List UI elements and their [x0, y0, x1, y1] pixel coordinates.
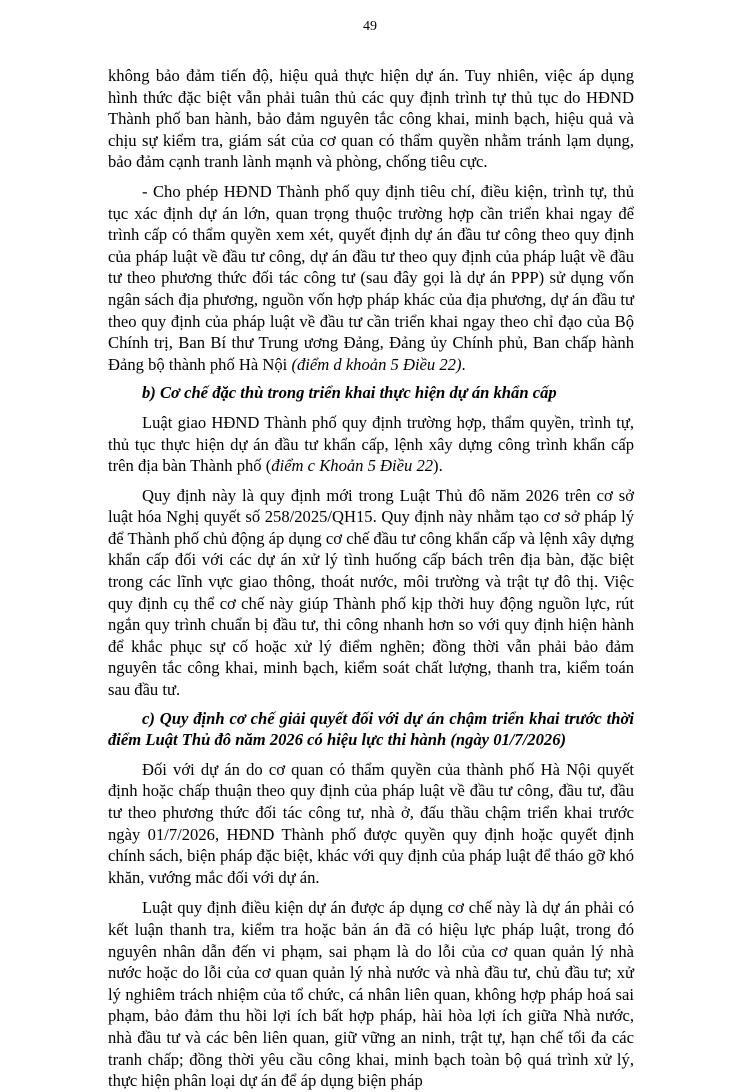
paragraph-6: Luật quy định điều kiện dự án được áp dụng cơ chế này là dự án phải có kết luận thanh tra, kiểm tra hoặc bản án đã có hiệu lực pháp luật, trong đó nguyên nhân dẫn đến vi phạm, sai phạm là do lỗi của cơ quan quản lý nhà nước hoặc do lỗi của cơ quan quản lý nhà nước và nhà đầu tư, chủ đầu tư; xử lý nghiêm trách nhiệm của tổ chức, cá nhân liên quan, không hợp pháp hoá sai phạm, bảo đảm thu hồi lợi ích bất hợp pháp, hài hòa lợi ích giữa Nhà nước, nhà đầu tư và các bên liên quan, giữ vững an ninh, trật tự, hạn chế tối đa các tranh chấp; đồng thời yêu cầu công khai, minh bạch toàn bộ quá trình xử lý, thực hiện phân loại dự án để áp dụng biện pháp: [108, 898, 634, 1091]
paragraph-3-citation: điểm c Khoản 5 Điều 22: [271, 456, 434, 476]
paragraph-2-citation: (điểm d khoản 5 Điều 22): [291, 354, 462, 374]
paragraph-3-end: ).: [433, 456, 443, 476]
section-heading-c: c) Quy định cơ chế giải quyết đối với dự án chậm triển khai trước thời điểm Luật Thủ đô năm 2026 có hiệu lực thi hành (ngày 01/7/2026): [108, 708, 634, 750]
paragraph-4: Quy định này là quy định mới trong Luật Thủ đô năm 2026 trên cơ sở luật hóa Nghị quyết số 258/2025/QH15. Quy định này nhằm tạo cơ sở pháp lý để Thành phố chủ động áp dụng cơ chế đầu tư công khẩn cấp và lệnh xây dựng khẩn cấp đối với các dự án xử lý tình huống cấp bách trên địa bàn, đặc biệt trong các lĩnh vực giao thông, thoát nước, môi trường và trật tự đô thị. Việc quy định cụ thể cơ chế này giúp Thành phố kịp thời huy động nguồn lực, rút ngắn quy trình chuẩn bị đầu tư, thi công nhanh hơn so với quy định hiện hành để khắc phục sự cố hoặc xử lý điểm nghẽn; đồng thời vẫn phải bảo đảm nguyên tắc công khai, minh bạch, kiểm soát chất lượng, thanh tra, kiểm toán sau đầu tư.: [108, 485, 634, 700]
document-body: [108, 65, 634, 1092]
paragraph-5: Đối với dự án do cơ quan có thẩm quyền của thành phố Hà Nội quyết định hoặc chấp thuận theo quy định của pháp luật về đầu tư công, đầu tư, đầu tư theo phương thức đối tác công tư, nhà ở, đấu thầu chậm triển khai trước ngày 01/7/2026, HĐND Thành phố được quyền quy định hoặc quyết định chính sách, biện pháp đặc biệt, khác với quy định của pháp luật để tháo gỡ khó khăn, vướng mắc đối với dự án.: [108, 759, 634, 887]
paragraph-2-end: .: [461, 354, 466, 374]
paragraph-3: [108, 412, 634, 477]
page-number: 49: [363, 19, 377, 34]
paragraph-3-text: Luật giao HĐND Thành phố quy định trường hợp, thẩm quyền, trình tự, thủ tục thực hiện dự án đầu tư khẩn cấp, lệnh xây dựng công trình khẩn cấp trên địa bàn Thành phố (: [108, 412, 634, 476]
section-heading-b: b) Cơ chế đặc thù trong triển khai thực hiện dự án khẩn cấp: [142, 383, 557, 403]
paragraph-2-text: - Cho phép HĐND Thành phố quy định tiêu chí, điều kiện, trình tự, thủ tục xác định dự án lớn, quan trọng thuộc trường hợp cần triển khai ngay để trình cấp có thẩm quyền xem xét, quyết định dự án đầu tư công theo quy định của pháp luật về đầu tư công, dự án đầu tư theo quy định của pháp luật về đầu tư theo phương thức đối tác công tư (sau đây gọi là dự án PPP) sử dụng vốn ngân sách địa phương, nguồn vốn hợp pháp khác của địa phương, dự án đầu tư theo quy định của pháp luật về đầu tư cần triển khai ngay theo chỉ đạo của Bộ Chính trị, Ban Bí thư Trung ương Đảng, Đảng ủy Chính phủ, Ban chấp hành Đảng bộ thành phố Hà Nội: [108, 181, 634, 374]
paragraph-1: không bảo đảm tiến độ, hiệu quả thực hiện dự án. Tuy nhiên, việc áp dụng hình thức đặc biệt vẫn phải tuân thủ các quy định trình tự thủ tục do HĐND Thành phố ban hành, bảo đảm nguyên tắc công khai, minh bạch, hiệu quả và chịu sự kiểm tra, giám sát của cơ quan có thẩm quyền nhằm tránh lạm dụng, bảo đảm cạnh tranh lành mạnh và phòng, chống tiêu cực.: [108, 66, 634, 172]
paragraph-2: [108, 181, 634, 375]
